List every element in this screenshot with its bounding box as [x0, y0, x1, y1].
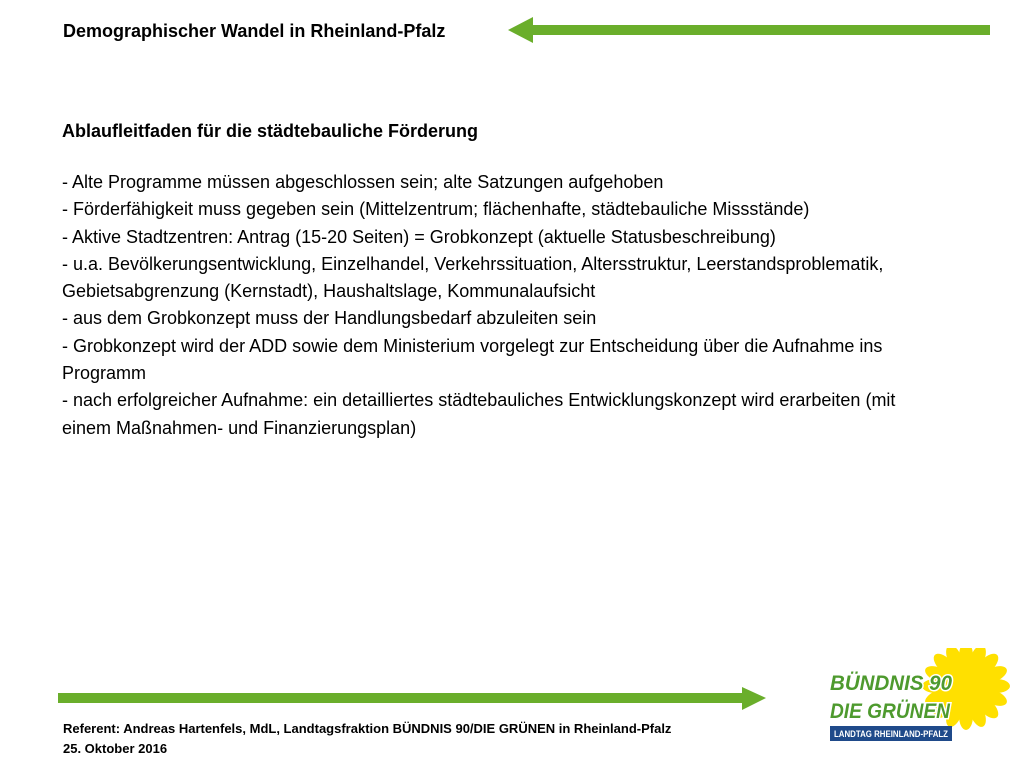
header-title: Demographischer Wandel in Rheinland-Pfalz	[63, 21, 446, 41]
logo-line1: BÜNDNIS 90	[830, 672, 953, 695]
footer-referent: Referent: Andreas Hartenfels, MdL, Landtagsfraktion BÜNDNIS 90/DIE GRÜNEN in Rheinland-Pfalz	[63, 721, 672, 736]
bullet-item: - Förderfähigkeit muss gegeben sein (Mittelzentrum; flächenhafte, städtebauliche Missstände)	[62, 199, 810, 220]
bullet-item: - Grobkonzept wird der ADD sowie dem Ministerium vorgelegt zur Entscheidung über die Aufnahme ins Programm	[62, 335, 883, 384]
bullet-item: - Aktive Stadtzentren: Antrag (15-20 Seiten) = Grobkonzept (aktuelle Statusbeschreibung)	[62, 226, 776, 247]
bullet-item: - u.a. Bevölkerungsentwicklung, Einzelhandel, Verkehrssituation, Altersstruktur, Leerstandsproblematik, Gebietsabgrenzung (Kernstadt), Haushaltslage, Kommunalaufsicht	[62, 253, 884, 302]
bullet-item: - Alte Programme müssen abgeschlossen sein; alte Satzungen aufgehoben	[62, 172, 664, 192]
party-logo	[826, 648, 1016, 758]
logo-line3: LANDTAG RHEINLAND-PFALZ	[834, 729, 949, 739]
left-arrow-decoration	[508, 16, 992, 44]
content-heading: Ablaufleitfaden für die städtebauliche Förderung	[62, 121, 479, 141]
logo-line2: DIE GRÜNEN	[830, 700, 951, 723]
right-arrow-decoration	[58, 686, 768, 712]
footer-date: 25. Oktober 2016	[63, 741, 168, 756]
slide-content	[62, 119, 932, 442]
bullet-item: - aus dem Grobkonzept muss der Handlungsbedarf abzuleiten sein	[62, 308, 597, 329]
footer	[63, 719, 671, 759]
bullet-item: - nach erfolgreicher Aufnahme: ein detailliertes städtebauliches Entwicklungskonzept wird erarbeiten (mit einem Maßnahmen- und Finanzierungsplan)	[62, 390, 896, 438]
